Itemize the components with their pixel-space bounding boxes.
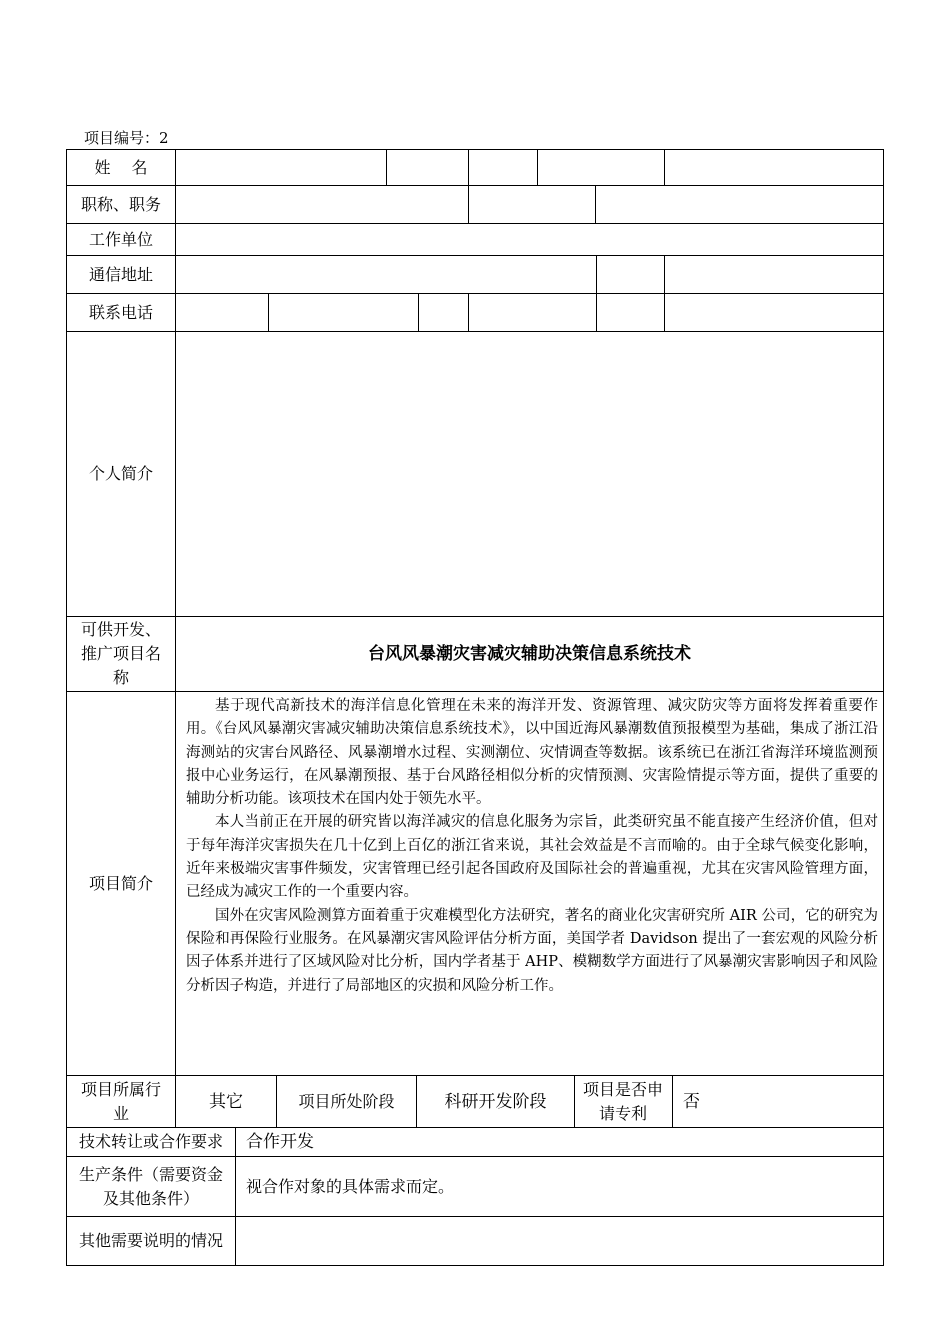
- col-divider: [595, 185, 596, 224]
- row-divider: [66, 185, 884, 186]
- col-divider: [664, 149, 665, 186]
- production-value: 视合作对象的具体需求而定。: [246, 1176, 455, 1196]
- summary-paragraph: 基于现代高新技术的海洋信息化管理在未来的海洋开发、资源管理、减灾防灾等方面将发挥着重要作用。《台风风暴潮灾害减灾辅助决策信息系统技术》，以中国近海风暴潮数值预报模型为基础，集成了浙江沿海测站的灾害台风路径、风暴潮增水过程、实测潮位、灾情调查等数据。该系统已在浙江省海洋环境监测预报中心业务运行，在风暴潮预报、基于台风路径相似分析的灾情预测、灾害险情提示等方面，提供了重要的辅助分析功能。该项技术在国内处于领先水平。: [186, 698, 878, 808]
- project-name-label: 可供开发、推广项目名称: [80, 620, 161, 687]
- summary-label: 项目简介: [88, 873, 153, 893]
- table-border-right: [883, 149, 884, 1266]
- transfer-label: 技术转让或合作要求: [78, 1132, 223, 1151]
- col-divider: [664, 293, 665, 332]
- project-number-value: 2: [159, 129, 169, 147]
- col-divider: [574, 1075, 575, 1128]
- project-name-value: 台风风暴潮灾害减灾辅助决策信息系统技术: [368, 644, 691, 664]
- other-label: 其他需要说明的情况: [78, 1231, 223, 1250]
- stage-value: 科研开发阶段: [444, 1091, 547, 1112]
- production-label: 生产条件（需要资金及其他条件）: [78, 1164, 223, 1208]
- project-number-label: 项目编号：: [84, 129, 160, 147]
- col-divider: [468, 149, 469, 186]
- col-divider: [468, 185, 469, 224]
- project-number: [84, 127, 169, 148]
- phone-label: 联系电话: [88, 302, 153, 322]
- project-summary: [186, 695, 878, 998]
- row-divider: [66, 331, 884, 332]
- patent-value: 否: [683, 1091, 700, 1112]
- col-divider: [596, 293, 597, 332]
- col-divider: [537, 149, 538, 186]
- industry-value: 其它: [209, 1091, 243, 1112]
- transfer-value: 合作开发: [246, 1132, 314, 1152]
- col-divider: [268, 293, 269, 332]
- row-divider: [66, 255, 884, 256]
- bio-label: 个人简介: [88, 464, 153, 483]
- col-divider: [175, 149, 176, 1076]
- row-divider: [66, 293, 884, 294]
- summary-paragraph: 本人当前正在开展的研究皆以海洋减灾的信息化服务为宗旨，此类研究虽不能直接产生经济价值，但对于每年海洋灾害损失在几十亿到上百亿的浙江省来说，其社会效益是不言而喻的。由于全球气候变化影响，近年来极端灾害事件频发，灾害管理已经引起各国政府及国际社会的普遍重视，尤其在灾害风险管理方面，已经成为减灾工作的一个重要内容。: [186, 814, 878, 901]
- col-divider: [386, 149, 387, 186]
- col-divider: [468, 293, 469, 332]
- other-value: [236, 1217, 883, 1265]
- industry-label: 项目所属行业: [80, 1079, 161, 1123]
- patent-label: 项目是否申请专利: [582, 1079, 663, 1123]
- stage-label: 项目所处阶段: [298, 1091, 395, 1111]
- summary-paragraph: 国外在灾害风险测算方面着重于灾难模型化方法研究，著名的商业化灾害研究所 AIR 公司，它的研究为保险和再保险行业服务。在风暴潮灾害风险评估分析方面，美国学者 Davidson 提出了一套宏观的风险分析因子体系并进行了区域风险对比分析，国内学者基于 AHP、模糊数学方面进行了风暴潮灾害影响因子和风险分析因子构造，并进行了局部地区的灾损和风险分析工作。: [186, 907, 878, 994]
- unit-label: 工作单位: [88, 229, 153, 249]
- table-border-bottom: [66, 1265, 884, 1266]
- address-label: 通信地址: [88, 264, 153, 284]
- col-divider: [418, 293, 419, 332]
- name-label: 姓 名: [94, 157, 148, 177]
- title-label: 职称、职务: [80, 194, 161, 214]
- col-divider: [664, 255, 665, 294]
- row-divider: [66, 691, 884, 692]
- table-border-top: [66, 149, 884, 150]
- row-divider: [66, 223, 884, 224]
- col-divider: [596, 255, 597, 294]
